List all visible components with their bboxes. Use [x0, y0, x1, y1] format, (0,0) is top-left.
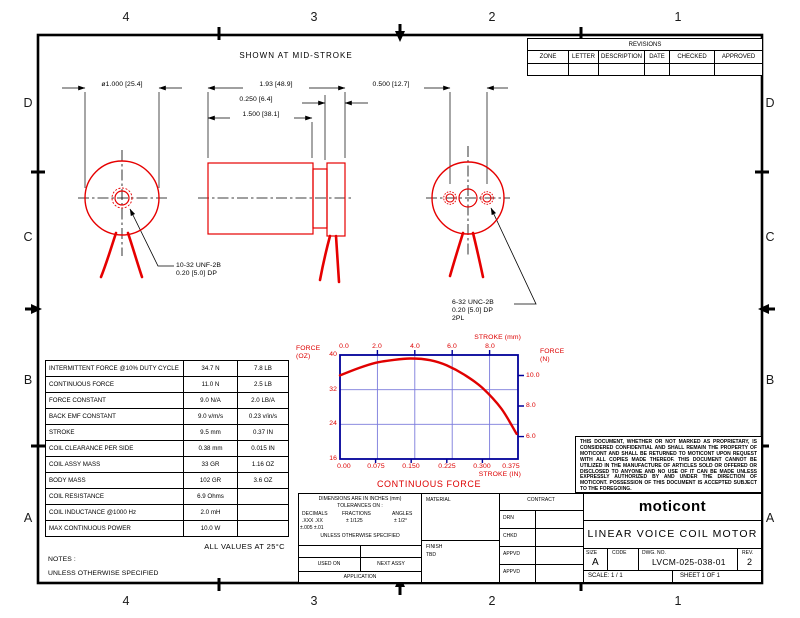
spec-row: [46, 425, 289, 441]
chart-top-tick: 0.0: [339, 343, 349, 350]
revisions-col-checked: CHECKED: [670, 51, 715, 64]
spec-row: [46, 521, 289, 537]
chart-bottom-tick: 0.375: [502, 463, 520, 470]
spec-param: BODY MASS: [46, 473, 184, 489]
callout-rear-thread-line3: 2PL: [452, 314, 465, 322]
chkd-label: CHKD: [503, 533, 518, 539]
chart-top-tick: 4.0: [410, 343, 420, 350]
chart-right-axis-label-1: FORCE: [540, 348, 565, 355]
spec-metric: 33 GR: [184, 457, 238, 473]
material-label: MATERIAL: [426, 497, 451, 503]
dim-overall-length: 1.93 [48.9]: [259, 81, 293, 88]
zone-label-top-1: 1: [674, 10, 682, 24]
lead-wire: [320, 236, 330, 280]
chart-left-tick: 24: [329, 420, 337, 427]
used-on-label: USED ON: [317, 561, 341, 567]
callout-front-thread-line1: 10-32 UNF-2B: [176, 262, 222, 269]
dwg-no-value: LVCM-025-038-01: [652, 557, 726, 567]
callout-front-thread-line2: 0.20 [5.0] DP: [176, 269, 217, 277]
zone-label-right-D: D: [765, 96, 775, 110]
zone-label-top-2: 2: [488, 10, 496, 24]
chart-right-tick: 10.0: [526, 372, 540, 379]
chart-bottom-tick: 0.00: [337, 463, 351, 470]
revisions-col-description: DESCRIPTION: [599, 51, 645, 64]
size-label: SIZE: [586, 550, 598, 556]
lead-wire: [101, 233, 116, 277]
spec-param: MAX CONTINUOUS POWER: [46, 521, 184, 537]
chart-right-axis-label-2: (N): [540, 356, 550, 363]
chart-top-tick: 8.0: [485, 343, 495, 350]
zone-label-bottom-2: 2: [488, 594, 496, 608]
spec-table: [45, 360, 289, 537]
spec-footnote: ALL VALUES AT 25°C: [204, 542, 285, 551]
spec-param: COIL CLEARANCE PER SIDE: [46, 441, 184, 457]
revisions-col-date: DATE: [645, 51, 670, 64]
spec-metric: 2.0 mH: [184, 505, 238, 521]
callout-rear-thread: [452, 299, 494, 322]
dim-hole-spacing: 0.500 [12.7]: [372, 81, 410, 88]
application-label: APPLICATION: [343, 574, 377, 580]
spec-metric: 10.0 W: [184, 521, 238, 537]
spec-metric: 9.0 v/m/s: [184, 409, 238, 425]
notes-label: NOTES :: [48, 556, 76, 563]
spec-imperial: 2.5 LB: [238, 377, 289, 393]
spec-imperial: 0.23 v/in/s: [238, 409, 289, 425]
zone-label-top-3: 3: [310, 10, 318, 24]
material-block: [421, 493, 500, 583]
chart-top-tick: 2.0: [372, 343, 382, 350]
scale-value: SCALE: 1 / 1: [588, 573, 623, 579]
tol-val-decimals: .XXX .XX: [302, 518, 323, 524]
chart-left-tick: 40: [329, 351, 337, 358]
company-logo: moticont: [583, 493, 762, 521]
revisions-col-letter: LETTER: [569, 51, 599, 64]
revisions-table: [527, 38, 763, 76]
zone-label-right-C: C: [765, 230, 775, 244]
spec-imperial: 0.015 IN: [238, 441, 289, 457]
contract-label: CONTRACT: [527, 497, 555, 503]
spec-row: [46, 441, 289, 457]
tol-col-decimals: DECIMALS: [302, 511, 328, 517]
spec-row: [46, 393, 289, 409]
chart-grid: [340, 355, 518, 459]
zone-label-right-B: B: [765, 373, 775, 387]
spec-param: INTERMITTENT FORCE @10% DUTY CYCLE: [46, 361, 184, 377]
revisions-col-zone: ZONE: [528, 51, 569, 64]
dim-body-length: 1.500 [38.1]: [242, 111, 280, 118]
force-chart: [340, 350, 524, 463]
spec-row: [46, 489, 289, 505]
chart-frame: [340, 355, 518, 459]
confidentiality-note: THIS DOCUMENT, WHETHER OR NOT MARKED AS PROPRIETARY, IS CONSIDERED CONFIDENTIAL AND SHALL REMAIN THE PROPERTY OF MOTICONT AND SHALL BE RETURNED TO MOTICONT UPON REQUEST WITH ALL COPIES MADE THEREOF. THIS DOCUMENT CANNOT BE UTILIZED IN THE MANUFACTURE OF ARTICLES SOLD OR OFFERED OR DISCLOSED TO ANYONE AND NO USE OF IT CAN BE MADE UNLESS EXPRESSLY AUTHORIZED BY AND UNDER THE DIRECTION OF MOTICONT. POSSESSION OF THIS DOCUMENT IS ACCEPTED SUBJECT TO THE FOREGOING.: [575, 436, 762, 493]
spec-param: BACK EMF CONSTANT: [46, 409, 184, 425]
size-value: A: [592, 557, 599, 568]
tol-val-fractions: ± 1/125: [346, 518, 363, 524]
chart-left-axis-label-2: (OZ): [296, 353, 311, 360]
spec-param: COIL ASSY MASS: [46, 457, 184, 473]
spec-imperial: 2.0 LB/A: [238, 393, 289, 409]
chart-left-axis-label-1: FORCE: [296, 345, 321, 352]
chart-left-tick: 32: [329, 386, 337, 393]
zone-label-bottom-1: 1: [674, 594, 682, 608]
appvd-label-1: APPVD: [503, 551, 520, 557]
side-view: [208, 163, 345, 282]
zone-label-left-C: C: [23, 230, 33, 244]
spec-imperial: [238, 489, 289, 505]
zone-label-bottom-4: 4: [122, 594, 130, 608]
chart-top-tick: 6.0: [447, 343, 457, 350]
spec-row: [46, 457, 289, 473]
appvd-label-2: APPVD: [503, 569, 520, 575]
spec-row: [46, 473, 289, 489]
spec-metric: 6.9 Ohms: [184, 489, 238, 505]
extension-lines: [85, 92, 487, 188]
zone-label-bottom-3: 3: [310, 594, 318, 608]
rev-value: 2: [747, 557, 753, 567]
chart-bottom-axis-label: STROKE (IN): [478, 471, 521, 478]
next-assy-label: NEXT ASSY: [377, 561, 405, 567]
zone-label-left-B: B: [23, 373, 33, 387]
dim-cap-length: 0.250 [6.4]: [239, 96, 273, 103]
callout-front-thread: [176, 262, 221, 278]
spec-row: [46, 361, 289, 377]
spec-metric: 0.38 mm: [184, 441, 238, 457]
tol-col-angles: ANGLES: [392, 511, 413, 517]
dwg-no-label: DWG. NO.: [642, 550, 666, 556]
spec-imperial: 1.16 OZ: [238, 457, 289, 473]
spec-metric: 34.7 N: [184, 361, 238, 377]
spec-metric: 9.5 mm: [184, 425, 238, 441]
chart-left-tick: 16: [329, 455, 337, 462]
tol-line1: DIMENSIONS ARE IN INCHES (mm): [318, 496, 402, 502]
revisions-col-approved: APPROVED: [715, 51, 763, 64]
spec-row: [46, 377, 289, 393]
drawing-title: LINEAR VOICE COIL MOTOR: [583, 520, 762, 549]
spec-imperial: 3.6 OZ: [238, 473, 289, 489]
sheet-value: SHEET 1 OF 1: [680, 573, 720, 579]
spec-param: FORCE CONSTANT: [46, 393, 184, 409]
tol-line6: UNLESS OTHERWISE SPECIFIED: [320, 533, 400, 539]
spec-param: COIL RESISTANCE: [46, 489, 184, 505]
leader-lines: [130, 208, 536, 304]
lead-wire: [336, 236, 339, 282]
spec-imperial: 7.8 LB: [238, 361, 289, 377]
chart-bottom-tick: 0.075: [367, 463, 385, 470]
finish-value: TBD: [426, 552, 436, 558]
force-curve: [340, 358, 517, 433]
spec-metric: 102 GR: [184, 473, 238, 489]
spec-imperial: 0.37 IN: [238, 425, 289, 441]
revisions-title: REVISIONS: [528, 39, 763, 51]
spec-imperial: [238, 505, 289, 521]
chart-bottom-tick: 0.150: [402, 463, 420, 470]
zone-label-left-D: D: [23, 96, 33, 110]
zone-label-top-4: 4: [122, 10, 130, 24]
spec-row: [46, 409, 289, 425]
chart-right-tick: 6.0: [526, 433, 536, 440]
rev-label: REV.: [742, 550, 754, 556]
spec-metric: 9.0 N/A: [184, 393, 238, 409]
code-label: CODE: [612, 550, 627, 556]
lead-wire: [128, 233, 142, 277]
zone-label-left-A: A: [23, 511, 33, 525]
lead-wire: [450, 233, 463, 276]
chart-bottom-tick: 0.300: [473, 463, 491, 470]
zone-label-right-A: A: [765, 511, 775, 525]
spec-metric: 11.0 N: [184, 377, 238, 393]
spec-imperial: [238, 521, 289, 537]
finish-label: FINISH: [426, 544, 443, 550]
tol-val-decimals2: ±.005 ±.01: [300, 525, 324, 531]
tol-line2: TOLERANCES ON :: [337, 503, 383, 509]
spec-param: STROKE: [46, 425, 184, 441]
lead-wire: [473, 233, 483, 277]
spec-param: COIL INDUCTANCE @1000 Hz: [46, 505, 184, 521]
callout-rear-thread-line1: 6-32 UNC-2B: [452, 299, 494, 306]
dim-diameter: ø1.000 [25.4]: [101, 81, 143, 88]
callout-rear-thread-line2: 0.20 [5.0] DP: [452, 306, 493, 314]
spec-param: CONTINUOUS FORCE: [46, 377, 184, 393]
chart-right-tick: 8.0: [526, 402, 536, 409]
tol-col-fractions: FRACTIONS: [342, 511, 371, 517]
drn-label: DRN: [503, 515, 514, 521]
chart-bottom-tick: 0.225: [438, 463, 456, 470]
chart-title: CONTINUOUS FORCE: [376, 479, 482, 489]
spec-row: [46, 505, 289, 521]
chart-top-axis-label: STROKE (mm): [474, 334, 521, 341]
dimension-lines: [62, 88, 508, 118]
tol-val-angles: ± 1/2°: [394, 518, 408, 524]
shown-at-mid-stroke-note: SHOWN AT MID-STROKE: [239, 51, 353, 60]
notes-line: UNLESS OTHERWISE SPECIFIED: [48, 570, 159, 577]
